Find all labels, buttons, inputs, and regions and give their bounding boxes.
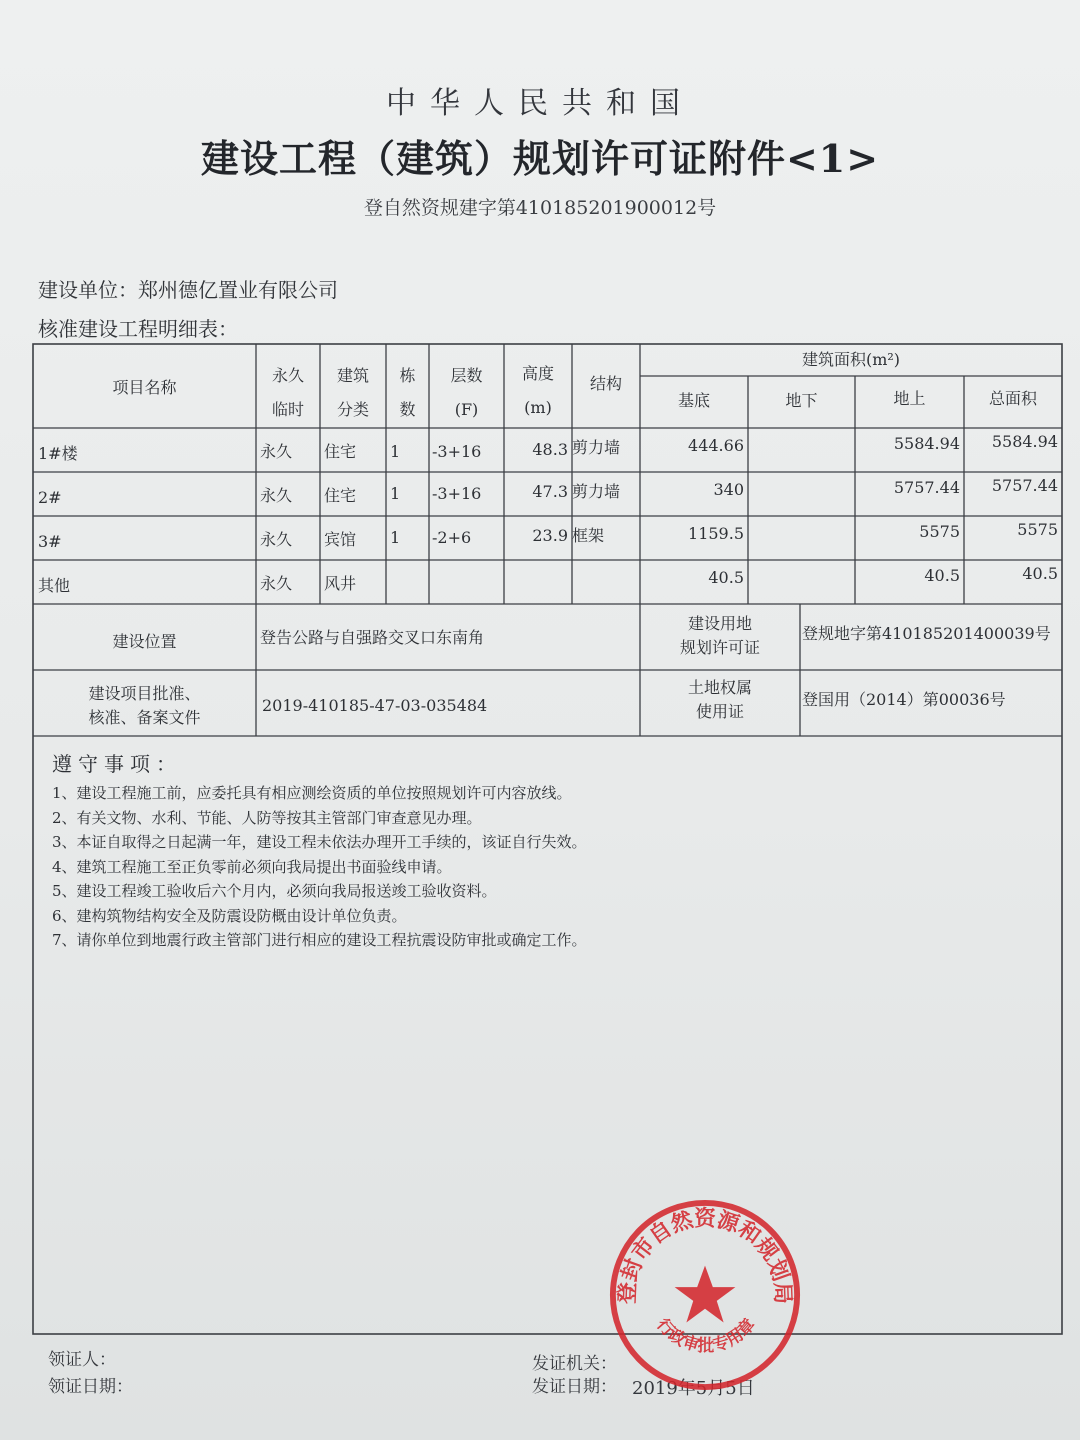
issue-date-label: 发证日期： xyxy=(532,1377,617,1397)
land-permit-number: 登规地字第410185201400039号 xyxy=(802,624,1051,643)
row-base-area: 1159.5 xyxy=(688,524,744,543)
row-floors: -3+16 xyxy=(432,484,482,503)
row-total-area: 5575 xyxy=(1017,520,1058,539)
row-category: 住宅 xyxy=(324,442,357,461)
approval-label-1: 建设项目批准、 xyxy=(88,684,201,703)
row-base-area: 40.5 xyxy=(708,568,744,587)
construction-unit-label: 建设单位： xyxy=(38,278,138,302)
receiver-label: 领证人： xyxy=(48,1350,116,1370)
document-number: 登自然资规建字第410185201900012号 xyxy=(363,197,717,219)
official-seal xyxy=(607,1197,803,1393)
row-category: 风井 xyxy=(324,574,357,593)
row-permanence: 永久 xyxy=(260,530,293,549)
header-floor-area: 建筑面积(m²) xyxy=(801,350,901,369)
header-height-unit: (m) xyxy=(524,398,552,417)
approval-file-number: 2019-410185-47-03-035484 xyxy=(262,696,488,715)
row-permanence: 永久 xyxy=(260,574,293,593)
header-project-name: 项目名称 xyxy=(112,378,177,397)
construction-unit xyxy=(38,274,338,303)
list-item: 2、有关文物、水利、节能、人防等按其主管部门审查意见办理。 xyxy=(52,808,482,827)
header-temporary: 临时 xyxy=(271,400,304,419)
list-item: 1、建设工程施工前，应委托具有相应测绘资质的单位按照规划许可内容放线。 xyxy=(52,784,572,802)
header-floors-unit: (F) xyxy=(454,400,479,419)
header-underground-area: 地下 xyxy=(785,391,818,410)
row-total-area: 5757.44 xyxy=(991,476,1058,495)
notice-title: 遵守事项： xyxy=(52,752,182,776)
document-title: 建设工程（建筑）规划许可证附件<1> xyxy=(200,136,880,181)
construction-unit-value: 郑州德亿置业有限公司 xyxy=(138,278,338,302)
row-aboveground-area: 5575 xyxy=(919,522,960,541)
approval-label-2: 核准、备案文件 xyxy=(88,708,201,727)
land-permit-label-2: 规划许可证 xyxy=(679,638,760,657)
row-height: 48.3 xyxy=(532,440,568,459)
seal-text: 登封市自然资源和规划局 xyxy=(615,1206,795,1305)
header-count-2: 数 xyxy=(399,400,416,419)
row-count: 1 xyxy=(390,528,401,547)
row-total-area: 40.5 xyxy=(1022,564,1058,583)
header-permanent: 永久 xyxy=(271,366,304,385)
row-project-name: 3# xyxy=(38,532,62,551)
location-value: 登告公路与自强路交叉口东南角 xyxy=(260,628,485,647)
row-floors: -3+16 xyxy=(432,442,482,461)
header-structure: 结构 xyxy=(589,374,622,393)
row-project-name: 1#楼 xyxy=(38,444,78,463)
compliance-notice xyxy=(52,748,1032,953)
row-permanence: 永久 xyxy=(260,486,293,505)
list-item: 7、请你单位到地震行政主管部门进行相应的建设工程抗震设防审批或确定工作。 xyxy=(52,931,587,949)
issue-date-value: 2019年5月5日 xyxy=(632,1378,755,1399)
row-base-area: 444.66 xyxy=(688,436,744,455)
row-height: 47.3 xyxy=(532,482,568,501)
land-right-label-1: 土地权属 xyxy=(687,678,752,697)
header-base-area: 基底 xyxy=(677,391,710,410)
row-count: 1 xyxy=(390,442,401,461)
header-total-area: 总面积 xyxy=(988,389,1037,408)
land-permit-label-1: 建设用地 xyxy=(687,614,752,633)
location-label: 建设位置 xyxy=(112,632,177,651)
land-right-certificate-number: 登国用（2014）第00036号 xyxy=(802,690,1006,709)
issuer-label: 发证机关： xyxy=(532,1354,617,1374)
star-icon xyxy=(675,1266,736,1323)
row-permanence: 永久 xyxy=(260,442,293,461)
row-category: 住宅 xyxy=(324,486,357,505)
list-item: 6、建构筑物结构安全及防震设防概由设计单位负责。 xyxy=(52,906,407,925)
row-category: 宾馆 xyxy=(324,530,357,549)
header-building: 建筑 xyxy=(336,366,369,385)
header-category: 分类 xyxy=(336,400,369,419)
row-aboveground-area: 5757.44 xyxy=(893,478,960,497)
row-total-area: 5584.94 xyxy=(991,432,1058,451)
row-aboveground-area: 40.5 xyxy=(924,566,960,585)
receive-date-label: 领证日期： xyxy=(48,1377,133,1397)
row-project-name: 其他 xyxy=(38,576,71,595)
list-item: 5、建设工程竣工验收后六个月内，必须向我局报送竣工验收资料。 xyxy=(52,882,497,900)
detail-table-label: 核准建设工程明细表： xyxy=(38,317,238,341)
nation-heading: 中华人民共和国 xyxy=(386,86,694,121)
header-floors: 层数 xyxy=(450,366,483,385)
header-height: 高度 xyxy=(521,364,554,383)
land-right-label-2: 使用证 xyxy=(695,702,744,721)
header-aboveground-area: 地上 xyxy=(893,389,926,408)
seal-subtext: 行政审批专用章 xyxy=(653,1314,759,1356)
list-item: 4、建筑工程施工至正负零前必须向我局提出书面验线申请。 xyxy=(52,857,452,876)
header-count-1: 栋 xyxy=(399,366,416,385)
row-count: 1 xyxy=(390,484,401,503)
row-base-area: 340 xyxy=(713,480,744,499)
row-height: 23.9 xyxy=(532,526,568,545)
row-aboveground-area: 5584.94 xyxy=(893,434,960,453)
row-structure: 剪力墙 xyxy=(572,438,621,457)
row-floors: -2+6 xyxy=(432,528,472,547)
row-structure: 剪力墙 xyxy=(572,482,621,501)
row-project-name: 2# xyxy=(38,488,62,507)
row-structure: 框架 xyxy=(572,526,605,545)
list-item: 3、本证自取得之日起满一年，建设工程未依法办理开工手续的，该证自行失效。 xyxy=(52,833,587,851)
